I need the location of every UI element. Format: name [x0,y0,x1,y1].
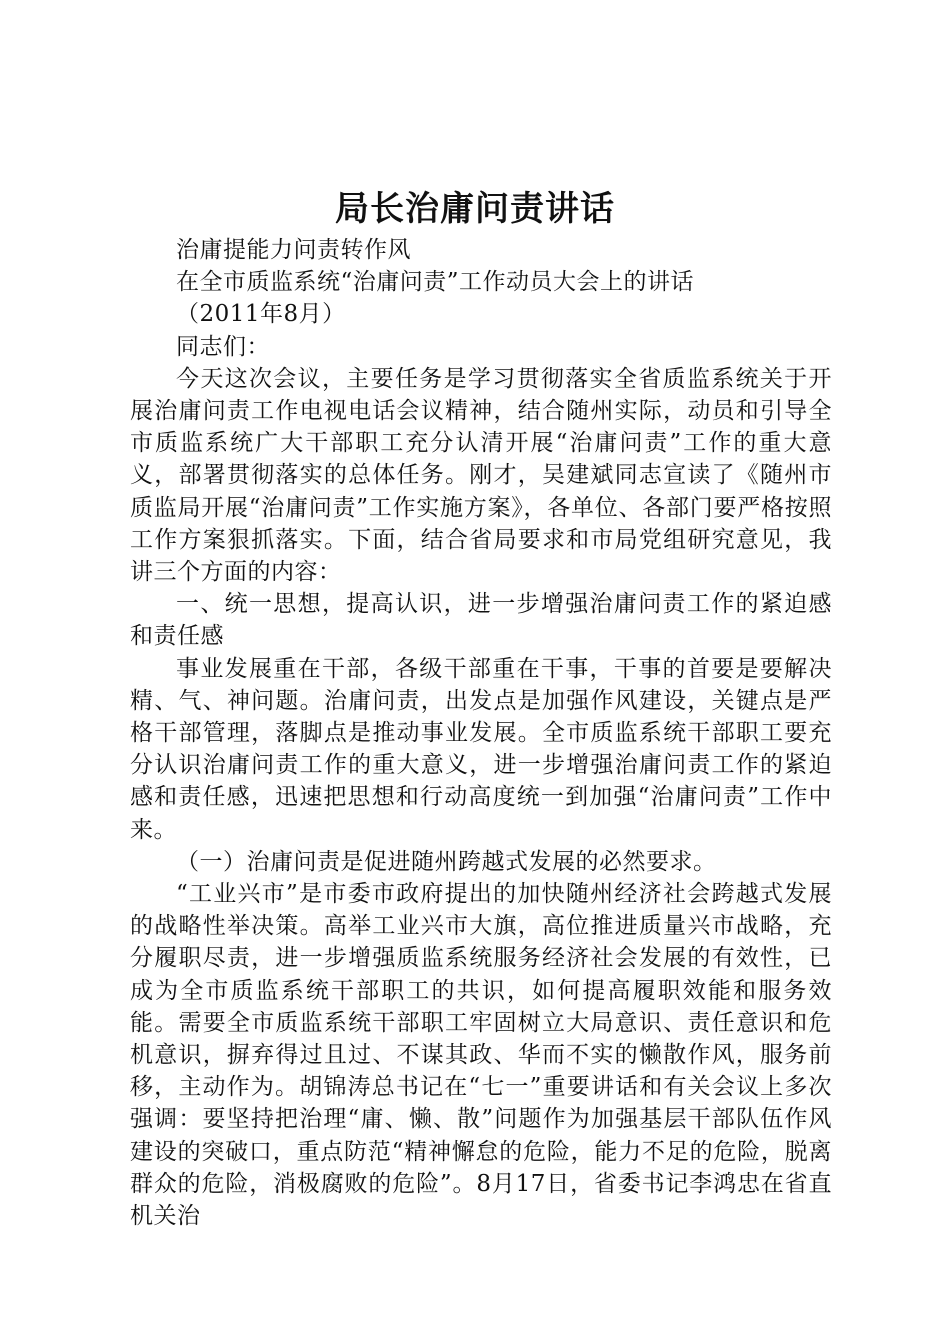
subsection-heading: （一）治庸问责是促进随州跨越式发展的必然要求。 [176,848,717,875]
body-paragraph: “工业兴市”是市委市政府提出的加快随州经济社会跨越式发展的战略性举决策。高举工业兴市大旗，高位推进质量兴市战略，充分履职尽责，进一步增强质监系统服务经济社会发展的有效性，已成为全市质监系统干部职工的共识，如何提高履职效能和服务效能。需要全市质监系统干部职工牢固树立大局意识、责任意识和危机意识，摒弃得过且过、不谋其政、华而不实的懒散作风，服务前移，主动作为。胡锦涛总书记在“七一”重要讲话和有关会议上多次强调：要坚持把治理“庸、懒、散”问题作为加强基层干部队伍作风建设的突破口，重点防范“精神懈怠的危险，能力不足的危险，脱离群众的危险，消极腐败的危险”。8月17日，省委书记李鸿忠在省直机关治 [130,881,832,1230]
document-body [130,234,832,1232]
body-paragraph: 今天这次会议，主要任务是学习贯彻落实全省质监系统关于开展治庸问责工作电视电话会议精神，结合随州实际，动员和引导全市质监系统广大干部职工充分认清开展“治庸问责”工作的重大意义，部署贯彻落实的总体任务。刚才，吴建斌同志宣读了《随州市质监局开展“治庸问责”工作实施方案》，各单位、各部门要严格按照工作方案狠抓落实。下面，结合省局要求和市局党组研究意见，我讲三个方面的内容： [130,365,832,586]
document-title: 局长治庸问责讲话 [335,189,615,229]
speech-date: （2011年8月） [176,301,346,328]
speech-heading: 在全市质监系统“治庸问责”工作动员大会上的讲话 [176,269,695,296]
body-paragraph: 事业发展重在干部，各级干部重在干事，干事的首要是要解决精、气、神问题。治庸问责，出发点是加强作风建设，关键点是严格干部管理，落脚点是推动事业发展。全市质监系统干部职工要充分认识治庸问责工作的重大意义，进一步增强治庸问责工作的紧迫感和责任感，迅速把思想和行动高度统一到加强“治庸问责”工作中来。 [130,655,832,843]
section-heading: 一、统一思想，提高认识，进一步增强治庸问责工作的紧迫感和责任感 [130,591,832,650]
salutation: 同志们： [176,333,270,360]
subtitle-line: 治庸提能力问责转作风 [176,237,411,263]
